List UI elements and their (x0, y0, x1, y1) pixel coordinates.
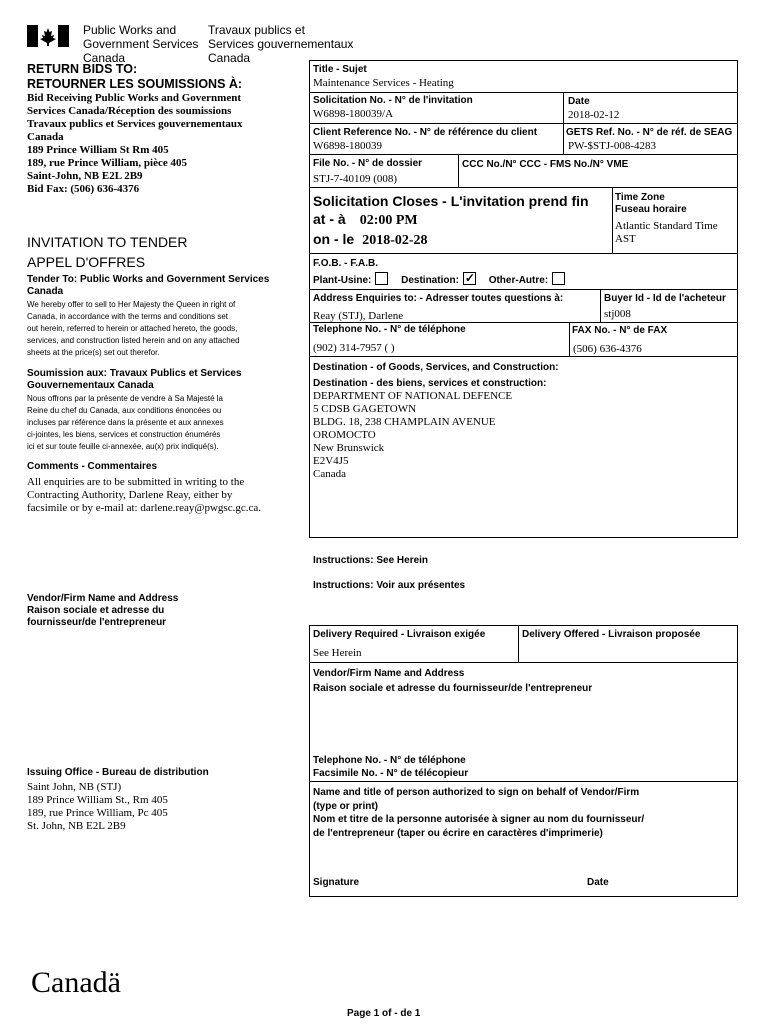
other-checkbox[interactable] (552, 272, 565, 285)
destination-goods-label: Destination - of Goods, Services, and Construction: Destination - des biens, services et construction: (313, 362, 559, 389)
telephone-label: Telephone No. - N° de téléphone (313, 324, 466, 335)
buyer-id-label: Buyer Id - Id de l'acheteur (604, 293, 726, 304)
authorized-person-field[interactable] (311, 845, 736, 871)
vendor-telephone-label: Telephone No. - N° de téléphone (313, 755, 466, 766)
soumission-offer-text: Nous offrons par la présente de vendre à Sa Majesté la Reine du chef du Canada, aux conditions énoncées ou incluses par référence dans la présente et aux annexes ci-jointes, les biens, services et construction énumérés ici et sur toute feuille ci-annexée, au(x) prix indiqué(s). (27, 394, 224, 451)
solicitation-value: W6898-180039/A (313, 108, 394, 120)
tender-to: Tender To: Public Works and Government Services Canada (27, 274, 270, 297)
signature-label: Signature (313, 877, 360, 888)
fob-label: F.O.B. - F.A.B. (313, 258, 378, 269)
closes-time-row: at - à 02:00 PM (313, 211, 418, 228)
invitation-title: INVITATION TO TENDER APPEL D'OFFRES (27, 234, 188, 270)
delivery-offered-label: Delivery Offered - Livraison proposée (522, 629, 701, 640)
delivery-offered-field[interactable] (520, 643, 736, 661)
client-ref-value: W6898-180039 (313, 140, 383, 152)
delivery-required-label: Delivery Required - Livraison exigée (313, 629, 486, 640)
gets-ref-value: PW-$STJ-008-4283 (568, 140, 656, 152)
vendor-firm-form-label: Vendor/Firm Name and Address Raison sociale et adresse du fournisseur/de l'entrepreneur (313, 668, 593, 694)
client-ref-label: Client Reference No. - N° de référence du client (313, 127, 538, 138)
instructions-fr: Instructions: Voir aux présentes (313, 580, 466, 591)
return-bids-heading: RETURN BIDS TO: RETOURNER LES SOUMISSIONS À: (27, 62, 243, 91)
timezone-value: Atlantic Standard Time AST (615, 220, 718, 245)
department-name-fr: Travaux publics et Services gouvernementaux Canada (208, 23, 354, 65)
telephone-value: (902) 314-7957 ( ) (313, 342, 395, 354)
timezone-label: Time Zone Fuseau horaire (615, 192, 687, 215)
date-label: Date (568, 96, 590, 107)
fax-value: (506) 636-4376 (573, 343, 642, 355)
title-value: Maintenance Services - Heating (313, 77, 454, 89)
buyer-id-value: stj008 (604, 308, 631, 320)
canada-flag-logo (27, 25, 69, 47)
tender-offer-text: We hereby offer to sell to Her Majesty the Queen in right of Canada, in accordance with the terms and conditions set out herein, referred to herein or attached hereto, the goods, services, and construction listed herein and on any attached sheets at the price(s) set out therefor. (27, 300, 240, 357)
solicitation-label: Solicitation No. - N° de l'invitation (313, 95, 473, 106)
file-label: File No. - N° de dossier (313, 158, 423, 169)
gets-ref-label: GETS Ref. No. - N° de réf. de SEAG (566, 127, 733, 138)
issuing-office-label: Issuing Office - Bureau de distribution (27, 767, 209, 778)
delivery-required-value: See Herein (313, 647, 362, 659)
destination-address: DEPARTMENT OF NATIONAL DEFENCE 5 CDSB GAGETOWN BLDG. 18, 238 CHAMPLAIN AVENUE OROMOCTO New Brunswick E2V4J5 Canada (313, 390, 513, 480)
address-enquiries-value: Reay (STJ), Darlene (313, 310, 404, 322)
file-value: STJ-7-40109 (008) (313, 173, 398, 185)
canada-wordmark: Canadä (31, 966, 121, 999)
return-bids-address: Bid Receiving Public Works and Government Services Canada/Réception des soumissions Travaux publics et Services gouvernementaux Canada 189 Prince William St Rm 405 189, rue Prince William, pièce 405 Saint-John, NB E2L 2B9 Bid Fax: (506) 636-4376 (27, 92, 243, 195)
date-value: 2018-02-12 (568, 109, 620, 121)
vendor-firm-field[interactable] (311, 698, 736, 750)
address-enquiries-label: Address Enquiries to: - Adresser toutes questions à: (313, 293, 564, 304)
ccc-label: CCC No./N° CCC - FMS No./N° VME (462, 159, 629, 170)
fax-label: FAX No. - N° de FAX (572, 325, 668, 336)
issuing-office-address: Saint John, NB (STJ) 189 Prince William St., Rm 405 189, rue Prince William, Pc 405 St. John, NB E2L 2B9 (27, 781, 168, 832)
destination-checkbox[interactable] (463, 272, 476, 285)
department-name-en: Public Works and Government Services Canada (83, 23, 199, 65)
comments-label: Comments - Commentaires (27, 461, 158, 472)
title-label: Title - Sujet (313, 64, 367, 75)
authorized-person-label: Name and title of person authorized to sign on behalf of Vendor/Firm (type or print) Nom et titre de la personne autorisée à signer au nom du fournisseur/ de l'entrepreneur (taper ou écrire en caractères d'imprimerie) (313, 787, 645, 839)
plant-checkbox[interactable] (375, 272, 388, 285)
vendor-firm-label: Vendor/Firm Name and Address Raison sociale et adresse du fournisseur/de l'entrepreneur (27, 593, 179, 628)
closes-title: Solicitation Closes - L'invitation prend fin (313, 193, 589, 209)
soumission-aux: Soumission aux: Travaux Publics et Services Gouvernementaux Canada (27, 368, 242, 391)
comments-text: All enquiries are to be submitted in writing to the Contracting Authority, Darlene Reay, either by facsimile or by e-mail at: darlene.reay@pwgsc.gc.ca. (27, 476, 261, 514)
instructions-en: Instructions: See Herein (313, 555, 429, 566)
fob-options: Plant-Usine: Destination: ✓ Other-Autre: (313, 272, 565, 287)
vendor-facsimile-label: Facsimile No. - N° de télécopieur (313, 768, 469, 779)
page-number: Page 1 of - de 1 (347, 1008, 421, 1019)
checkmark-icon: ✓ (464, 271, 475, 285)
signature-date-label: Date (587, 877, 609, 888)
closes-date-row: on - le 2018-02-28 (313, 231, 428, 248)
